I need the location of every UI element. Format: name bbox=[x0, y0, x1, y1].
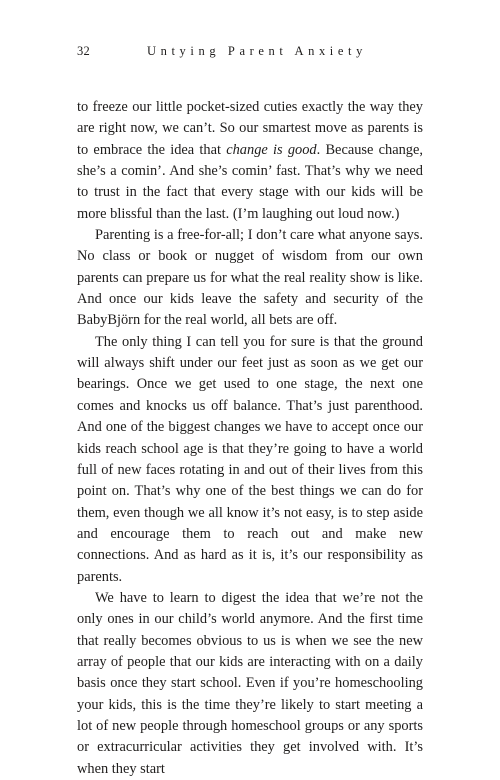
paragraph-1-text-b: . Because change, she’s a comin’. And she’s comin’ fast. That’s why we need to trust in the fact that every stage with our kids will be more blissful than the last. (I’m laughing out loud now.) bbox=[77, 141, 423, 222]
page-number: 32 bbox=[77, 44, 91, 58]
paragraph-4: We have to learn to digest the idea that we’re not the only ones in our child’s world anymore. And the first time that really becomes obvious to us is when we see the new array of people that our kids are interacting with on a daily basis once they start school. Even if you’re homeschooling your kids, this is the time they’re likely to start meeting a lot of new people through homeschool groups or any sports or extracurricular activities they get involved with. It’s when they start bbox=[77, 589, 423, 777]
paragraph-1-emphasis: change is good bbox=[226, 141, 317, 158]
paragraph-1 bbox=[77, 97, 423, 225]
body-text bbox=[77, 97, 423, 780]
paragraph-3: The only thing I can tell you for sure is that the ground will always shift under our feet just as soon as we get our bearings. Once we get used to one stage, the next one comes and knocks us off balance. That’s just parenthood. And one of the biggest changes we have to accept once our kids reach school age is that they’re going to have a world full of new faces rotating in and out of their lives from this point on. That’s why one of the best things we can do for them, even though we all know it’s not easy, is to step aside and encourage them to reach out and make new connections. And as hard as it is, it’s our responsibility as parents. bbox=[77, 333, 423, 585]
paragraph-2: Parenting is a free-for-all; I don’t care what anyone says. No class or book or nugget of wisdom from our own parents can prepare us for what the real reality show is like. And once our kids leave the safety and security of the BabyBjörn for the real world, all bets are off. bbox=[77, 227, 423, 329]
paragraph-1-text-a: to freeze our little pocket-sized cuties exactly the way they are right now, we can’t. So our smartest move as parents is to embrace the idea that bbox=[77, 99, 423, 158]
running-title: Untying Parent Anxiety bbox=[147, 44, 367, 58]
running-head bbox=[77, 41, 437, 61]
